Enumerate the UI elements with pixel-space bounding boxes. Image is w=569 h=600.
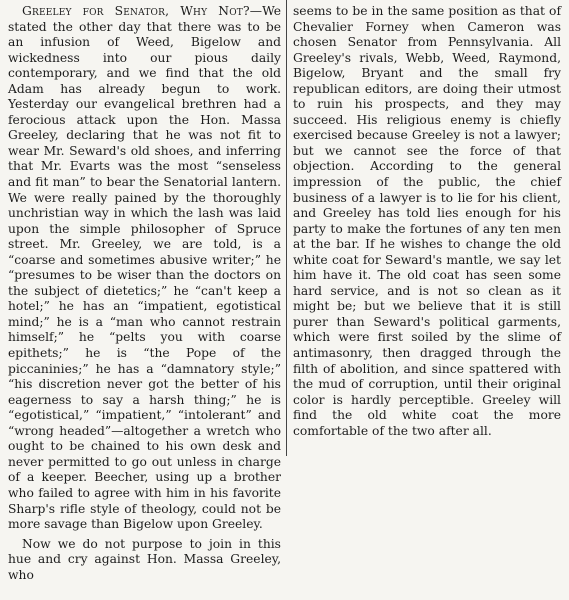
paragraph-1-text: —We stated the other day that there was to be an infusion of Weed, Bigelow and wickedness into our pious daily contemporary, and we find that the old Adam has already begun to work. Yesterday our evangelical brethren had a ferocious attack upon the Hon. Massa Greeley, declaring that he was not fit to wear Mr. Seward's old shoes, and inferring that Mr. Evarts was the most “senseless and fit man” to bear the Senatorial lantern. We were really pained by the thoroughly unchristian way in which the lash was laid upon the simple philosopher of Spruce street. Mr. Greeley, we are told, is a “coarse and sometimes abusive writer;” he “presumes to be wiser than the doctors on the subject of dietetics;” he “can't keep a hotel;” he has an “impatient, egotistical mind;” he is a “man who cannot restrain himself;” he “pelts you with coarse epithets;” he is “the Pope of the piccaninies;” he has a “damnatory style;” “his discretion never got the better of his eagerness to say a harsh thing;” he is “egotistical,” “impatient,” “intolerant” and “wrong headed”—altogether a wretch who ought to be chained to his own desk and never permitted to go out unless in charge of a keeper. Beecher, using up a brother who failed to agree with him in his favorite Sharp's rifle style of theology, could not be more savage than Bigelow upon Greeley. — [8, 4, 281, 532]
right-column — [293, 4, 561, 439]
paragraph-2: Now we do not purpose to join in this hue and cry against Hon. Massa Greeley, who — [8, 536, 281, 582]
paragraph-1 — [8, 4, 281, 533]
headline: Greeley for Senator, Why Not? — [22, 4, 250, 18]
column-rule — [286, 0, 287, 456]
paragraph-2-continued: seems to be in the same position as that of Chevalier Forney when Cameron was chosen Senator from Pennsylvania. All Greeley's rivals, Webb, Weed, Raymond, Bigelow, Bryant and the small fry republican editors, are doing their utmost to ruin his prospects, and they may succeed. His religious enemy is chiefly exercised because Greeley is not a lawyer; but we cannot see the force of that objection. According to the general impression of the public, the chief business of a lawyer is to lie for his client, and Greeley has told lies enough for his party to make the fortunes of any ten men at the bar. If he wishes to change the old white coat for Seward's mantle, we say let him have it. The old coat has seen some hard service, and is not so clean as it might be; but we believe that it is still purer than Seward's political garments, which were first soiled by the slime of antimasonry, then dragged through the filth of abolition, and since spattered with the mud of corruption, until their original color is hardly perceptible. Greeley will find the old white coat the more comfortable of the two after all. — [293, 4, 561, 438]
left-column — [8, 4, 281, 583]
